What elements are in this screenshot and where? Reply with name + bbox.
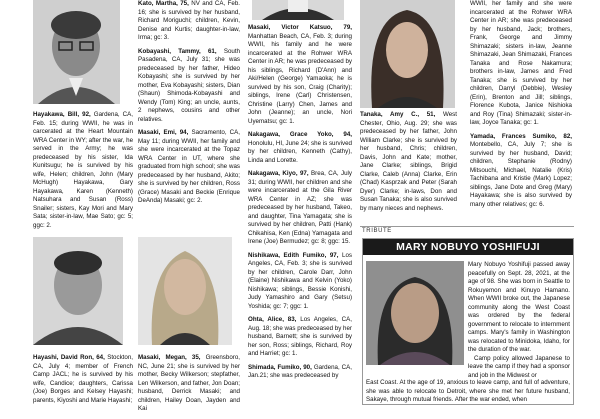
portrait-woman-blonde [138,237,232,345]
obituary-text: Gardena, CA, Feb. 15; during WWII, he was in carcerated at the Heart Mountain WRA Center in WY; after the war, he served in the Army; he was predeceased by his sister, Ida Kunitsugu; he is survived by his wife, Helen; children, John (Mary McHugh) Hayakawa, Gary Hayakawa, Karen (Kenneth) Natsuhara and Susan (Ross) Snailer; sisters, Kay Mori and Mary Sata; sister-in-law, Mae Sato; gc: 5; ggc: 2. [33,111,134,229]
obituary-text: Gardena, CA, Jan.21; she was predeceased by [248,363,352,379]
obituary-name: Hayashi, David Ron, 64, [33,354,105,361]
obituary-name: Masaki, Emi, 94, [138,129,189,136]
obituary-masaki-megan [138,354,240,414]
obituary-yamada-frances [470,133,572,210]
tribute-divider [360,226,574,227]
tribute-paragraph-2: Camp policy allowed Japanese to leave the camp if they had a sponsor and job in the Midwest or [468,354,570,379]
obituary-hayashi-david [33,354,133,405]
obituary-name: Nakagawa, Kiyo, 97, [248,170,309,177]
obituary-kato-martha [138,0,240,43]
obituary-text: NV and CA, Feb. 16; she is survived by her husband, Richard Moriguchi; children, Kevin, Denise and Kurtis; daughter-in-law, Irma; gc: 3. [138,0,240,41]
tribute-label: TRIBUTE [362,228,392,234]
obituary-nakagawa-grace [248,131,352,165]
obituary-text: Sacramento, CA, May 11; during WWII, her family and she were incarcerated at the Topaz WRA Center in UT, where she graduated from high school; she was predeceased by her husband, Akito; she is survived by her children, Ross (Grace) Masaki and Beckie (Enrique DeAnda) Masaki; gc: 2. [138,129,240,204]
photo-megan-masaki [138,237,232,345]
obituary-name: Nakagawa, Grace Yoko, 94, [248,131,352,138]
obituary-text: Los Angeles, CA, Feb. 3; she is survived by her children, Carole Darr, John (Elaine) Nishikawa and Kelvin (Yoko) Nishikawa; siblings, Bessie Konishi, Judy Yamashiro and Gary (Setsu) Yoshida; gc: 7; ggc: 1. [248,251,352,310]
obituary-continued-text [470,0,572,128]
obituary-name: Masaki, Megan, 35, [138,354,201,361]
photo-david-hayashi [33,237,123,345]
portrait-elderly-woman [366,261,464,365]
tribute-paragraph-1: Mary Nobuyo Yoshifuji passed away peacefully on Sept. 28, 2021, at the age of 98. She was born in Seattle to Rokuyemon and Kinuyo Hamano. When WWII broke out, the Japanese community along the West Coast was ordered by the federal government to relocate to internment camps. Mary's family in Washington was relocated to Minidoka, Idaho, for the duration of the war. [468,261,570,353]
obituary-name: Hayakawa, Bill, 92, [33,111,91,118]
portrait-man-smiling [33,237,123,345]
obituary-name: Ohta, Alice, 83, [248,316,297,323]
obituary-text: Stockton, CA, July 4; member of French Camp JACL; he is survived by his wife, Candice; daughters, Carissa (Joe) Borges and Kelsey Hayashi; parents, Kiyoshi and Marie Hayashi; [33,354,133,404]
obituary-masaki-victor [248,24,352,126]
tribute-title: MARY NOBUYO YOSHIFUJI [363,239,573,255]
obituary-name: Nishikawa, Edith Fumiko, 97, [248,251,339,259]
obituary-nakagawa-kiyo [248,170,352,247]
tribute-text-right [468,261,570,380]
obituary-kobayashi-tammy [138,48,240,125]
obituary-shimada-fumiko [248,364,352,381]
obituary-name: Kobayashi, Tammy, 61, [138,47,217,55]
obituary-text: WWII, her family and she were incarcerated at the Rohwer WRA Center in AR; she was predeceased by her husband, Jack; brothers, Frank, George and Jimmy Shimazaki; sisters in-law, Jeanne Shimazaki, Jean Shimazaki, Frances Tanaka and Rose Nakamura; brothers in-law, James and Fred Tanaka; she is survived by her children, Darryl (Debbie), Wesley (Erin), Brenton and Jill; siblings, Florence Kubota, Janice Nishioka and Roy (Tina) Shimazaki; sister-in-law, Joyce Tanaka; gc: 1. [470,0,572,126]
obituary-nishikawa-edith [248,252,352,312]
portrait-man-cropped [252,0,344,20]
photo-amy-tanaka [360,0,455,108]
photo-bill-hayakawa [33,0,120,104]
tribute-box [362,238,574,405]
obituary-text: Manhattan Beach, CA, Feb. 3; during WWII, his family and he were incarcerated at the Rohwer WRA Center in AR; he was predeceased by his siblings, Richard (D'Ann) and Aki/Helen (George) Yamaoka; he is survived by his son, Craig (Charity); siblings, Irene (Carl) Christensen, Christine (Larry) Chen, James and John (Jeanne); an uncle, Nori Uyematsu; gc: 1. [248,32,352,125]
obituary-name: Tanaka, Amy C., 51, [360,111,436,118]
obituary-text: Honolulu, HI, June 24; she is survived by her children, Kenneth (Cathy), Linda and Lorette. [248,139,352,164]
tribute-paragraph-3: East Coast. At the age of 19, anxious to leave camp, and full of adventure, she was able to relocate to Detroit, where she met her future husband, Sakaye, through mutual friends. After the war ended, when [366,379,570,403]
obituary-ohta-alice [248,316,352,359]
obituary-hayakawa-bill [33,111,133,230]
obituary-name: Masaki, Victor Katsuo, 79, [248,24,352,31]
obituary-text: Brea, CA, July 31; during WWII, her children and she were incarcerated at the Gila River WRA Center in AZ; she was predeceased by her husband, Takeo, and daughter, Tina Yamagata; she is survived by her children, Patti (Hank) Chikahisa, Ken (Edna) Yamagata and Irene (Joe) Bermudez; gc: 8; ggc: 15. [248,170,353,245]
obituary-name: Shimada, Fumiko, 90, [248,363,312,371]
obituary-text: West Chester, Ohio, Aug. 29; she was predeceased by her father, John William Clarke; she is survived by her husband, Chris; children, Davis, John and Kate; mother, Jane Clarke; siblings, Brigid Clarke, Caleb (Anna) Clarke, Erin (Chad) Kasprzak and Peter (Sarah Dyer) Clarke; in-laws, Don and Susan Tanaka; she is also survived by many nieces and nephews. [360,111,457,212]
portrait-woman-dark-hair [360,0,455,108]
obituary-text: South Pasadena, CA, July 31; she was predeceased by her father, Hideo Kobayashi; she is survived by her mother, Eva Kobayashi; sisters, Dian (Shaun) Shimoda-Kobayashi and Wendy (Tom) King; an uncle, aunts, 2 nephews, cousins and other relatives. [138,47,240,123]
obituary-name: Yamada, Frances Sumiko, 82, [470,132,572,140]
obituary-masaki-emi [138,129,240,206]
obituary-text: Los Angeles, CA, Aug. 18; she was predeceased by her husband, Barnett; she is survived by her son, Ross; siblings, Richard, Roy and Harriet; gc: 1. [248,316,352,357]
obituary-text: Montebello, CA, July 7; she is survived by her husband, David; children, Stephanie (Rodny) Mitsouchi, Michael, Natalie (Kris) Tachibana and Kristie (Mark) Lopez; siblings, Jane Dote and Greg (Mary) Hayakawa; she is also survived by many other relatives; gc: 6. [470,141,572,208]
tribute-text-bottom [366,379,570,405]
obituary-text: Greensboro, NC, June 21; she is survived by her mother, Becky Wilkerson; stepfather, Len Wilkerson, and father, Jon Doan; husband, Derrick Masaki; and children, Hailey Doan, Jayden and Kai [138,354,240,412]
portrait-man-glasses [33,0,120,104]
obituary-tanaka-amy [360,111,457,213]
obituary-name: Kato, Martha, 75, [138,0,189,7]
photo-victor-masaki [252,0,344,20]
photo-mary-yoshifuji [366,261,464,365]
